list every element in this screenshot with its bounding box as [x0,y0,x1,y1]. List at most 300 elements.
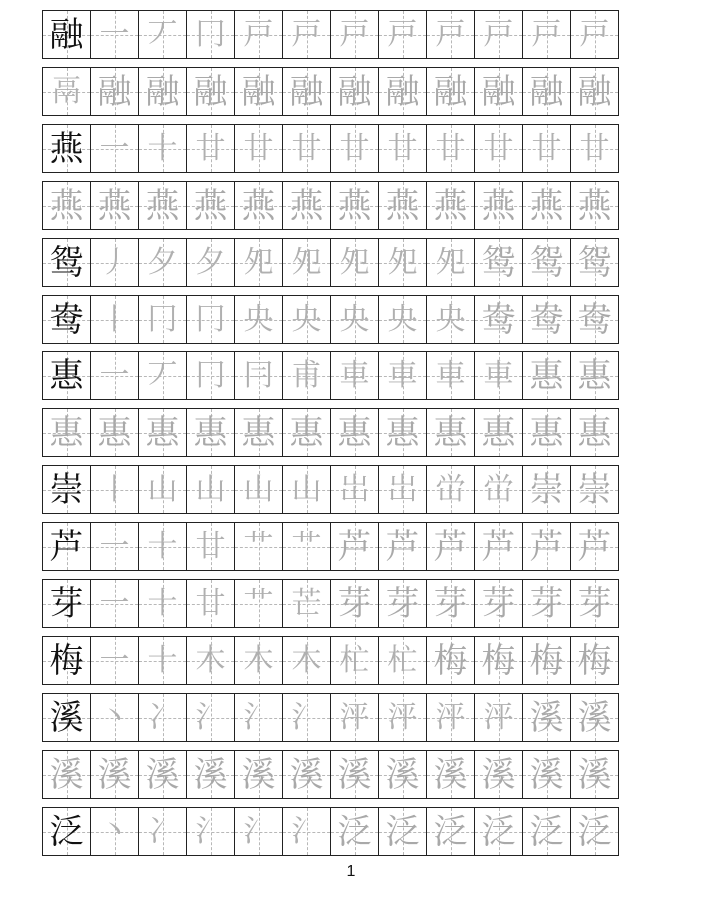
model-character-cell [42,750,91,799]
practice-cell [234,295,283,344]
model-character-cell [42,238,91,287]
practice-cell [378,124,427,173]
character-glyph: 燕 [49,185,84,226]
character-glyph: 溪 [193,754,228,795]
character-glyph: 車 [435,357,466,393]
character-glyph: 氵 [195,699,226,735]
practice-cell [234,408,283,457]
character-glyph: 溪 [241,754,276,795]
practice-cell [138,750,187,799]
character-glyph: 戸 [483,16,514,52]
practice-row [42,579,633,628]
character-glyph: 梅 [49,640,84,681]
character-glyph: 溪 [337,754,372,795]
character-glyph: 燕 [481,185,516,226]
practice-cell [378,351,427,400]
practice-cell [426,807,475,856]
character-glyph: 甫 [291,357,322,393]
character-glyph: 氵 [243,813,274,849]
character-glyph: 木 [195,642,226,678]
practice-cell [522,10,571,59]
practice-cell [378,67,427,116]
practice-cell [330,465,379,514]
character-glyph: 鸳 [577,242,612,283]
character-glyph: 氵 [195,813,226,849]
practice-cell [138,351,187,400]
character-glyph: 惠 [481,412,516,453]
practice-cell [426,579,475,628]
character-glyph: 融 [145,71,180,112]
character-glyph: 融 [289,71,324,112]
character-glyph: 戸 [531,16,562,52]
character-glyph: 廿 [195,528,226,564]
practice-cell [282,181,331,230]
practice-cell [186,465,235,514]
practice-cell [90,750,139,799]
practice-cell [330,295,379,344]
character-glyph: 戸 [291,16,322,52]
practice-cell [330,750,379,799]
character-glyph: 燕 [289,185,324,226]
character-glyph: 氵 [243,699,274,735]
practice-cell [90,693,139,742]
practice-cell [90,124,139,173]
practice-cell [570,579,619,628]
character-glyph: 崇 [49,469,84,510]
practice-cell [378,238,427,287]
character-glyph: 融 [481,71,516,112]
practice-cell [522,465,571,514]
practice-cell [426,124,475,173]
practice-cell [282,67,331,116]
character-glyph: 芽 [337,583,372,624]
practice-cell [330,124,379,173]
character-glyph: 燕 [577,185,612,226]
practice-cell [522,408,571,457]
character-glyph: 燕 [433,185,468,226]
practice-cell [138,124,187,173]
character-glyph: 冂 [147,301,178,337]
character-glyph: 廿 [387,130,418,166]
practice-cell [474,465,523,514]
character-glyph: 夗 [339,244,370,280]
character-glyph: 冂 [195,16,226,52]
model-character-cell [42,522,91,571]
practice-cell [330,636,379,685]
practice-cell [426,750,475,799]
practice-cell [522,295,571,344]
character-glyph: 鸳 [481,242,516,283]
practice-cell [474,579,523,628]
practice-cell [186,238,235,287]
character-glyph: 夕 [195,244,226,280]
practice-cell [234,181,283,230]
practice-cell [474,181,523,230]
practice-cell [282,351,331,400]
character-glyph: 冂 [195,301,226,337]
character-glyph: 杧 [339,642,370,678]
character-glyph: 岀 [387,471,418,507]
character-glyph: 芦 [337,526,372,567]
practice-cell [474,807,523,856]
practice-cell [234,579,283,628]
character-glyph: 芦 [433,526,468,567]
practice-row [42,408,633,457]
practice-row [42,67,633,116]
practice-cell [234,124,283,173]
model-character-cell [42,807,91,856]
model-character-cell [42,351,91,400]
character-glyph: 惠 [433,412,468,453]
character-glyph: 融 [241,71,276,112]
character-glyph: 木 [243,642,274,678]
character-glyph: 丶 [99,699,130,735]
practice-cell [282,295,331,344]
model-character-cell [42,465,91,514]
character-glyph: 廿 [195,130,226,166]
practice-cell [570,351,619,400]
character-glyph: 山 [195,471,226,507]
practice-cell [378,636,427,685]
practice-cell [186,636,235,685]
practice-cell [138,295,187,344]
character-glyph: 芒 [291,585,322,621]
practice-cell [378,579,427,628]
practice-cell [522,522,571,571]
practice-cell [378,295,427,344]
character-glyph: 燕 [337,185,372,226]
model-character-cell [42,579,91,628]
character-glyph: 融 [337,71,372,112]
practice-cell [426,181,475,230]
practice-cell [330,238,379,287]
character-glyph: 戸 [579,16,610,52]
character-glyph: 廿 [243,130,274,166]
character-glyph: 戸 [339,16,370,52]
practice-cell [570,408,619,457]
character-glyph: 山 [243,471,274,507]
character-glyph: 溪 [49,754,84,795]
character-glyph: 芦 [577,526,612,567]
character-glyph: 惠 [241,412,276,453]
practice-cell [138,408,187,457]
character-glyph: 芦 [529,526,564,567]
practice-cell [282,238,331,287]
character-glyph: 氵 [291,699,322,735]
practice-cell [570,807,619,856]
character-glyph: 惠 [385,412,420,453]
character-glyph: 夗 [387,244,418,280]
practice-cell [138,807,187,856]
character-glyph: 廿 [483,130,514,166]
character-glyph: 惠 [289,412,324,453]
practice-cell [90,67,139,116]
practice-cell [234,522,283,571]
practice-cell [474,408,523,457]
practice-cell [522,807,571,856]
character-glyph: 惠 [577,355,612,396]
character-glyph: 梅 [577,640,612,681]
practice-cell [474,67,523,116]
character-glyph: 燕 [241,185,276,226]
practice-cell [138,181,187,230]
character-glyph: 戸 [243,16,274,52]
practice-cell [474,124,523,173]
practice-cell [282,465,331,514]
practice-cell [138,636,187,685]
character-glyph: 惠 [529,412,564,453]
practice-cell [90,465,139,514]
practice-cell [186,124,235,173]
practice-cell [474,693,523,742]
character-glyph: 十 [147,642,178,678]
character-glyph: 山 [147,471,178,507]
practice-cell [330,351,379,400]
model-character-cell [42,181,91,230]
practice-cell [378,10,427,59]
character-glyph: 燕 [97,185,132,226]
practice-cell [282,10,331,59]
character-glyph: 十 [147,528,178,564]
practice-cell [570,750,619,799]
practice-cell [570,522,619,571]
practice-cell [426,636,475,685]
character-glyph: 芽 [385,583,420,624]
practice-cell [90,295,139,344]
model-character-cell [42,10,91,59]
character-glyph: 杧 [387,642,418,678]
practice-cell [282,408,331,457]
practice-cell [90,408,139,457]
practice-cell [378,408,427,457]
character-glyph: 融 [577,71,612,112]
character-glyph: 鸯 [577,299,612,340]
character-glyph: 溪 [289,754,324,795]
practice-cell [426,408,475,457]
practice-row [42,465,633,514]
practice-cell [330,181,379,230]
page-number: 1 [346,863,356,880]
practice-cell [426,351,475,400]
character-glyph: 溪 [97,754,132,795]
practice-cell [234,807,283,856]
character-glyph: 泙 [339,699,370,735]
practice-cell [186,10,235,59]
practice-cell [330,10,379,59]
practice-cell [474,636,523,685]
character-glyph: 一 [99,357,130,393]
character-glyph: 冫 [147,699,178,735]
practice-cell [426,67,475,116]
practice-row [42,181,633,230]
practice-cell [282,124,331,173]
practice-cell [570,295,619,344]
character-glyph: 溪 [49,697,84,738]
character-glyph: 峃 [483,471,514,507]
practice-cell [330,693,379,742]
character-glyph: 溪 [481,754,516,795]
character-glyph: 峃 [435,471,466,507]
practice-cell [378,750,427,799]
practice-cell [474,351,523,400]
character-glyph: 艹 [243,528,274,564]
character-glyph: 溪 [529,697,564,738]
character-glyph: 燕 [193,185,228,226]
character-glyph: 芦 [481,526,516,567]
character-glyph: 戸 [435,16,466,52]
character-glyph: 央 [435,301,466,337]
character-glyph: 燕 [385,185,420,226]
practice-cell [522,693,571,742]
character-glyph: 車 [339,357,370,393]
practice-row [42,351,633,400]
character-glyph: 泛 [529,811,564,852]
practice-cell [186,181,235,230]
character-glyph: 崇 [529,469,564,510]
character-glyph: 芽 [49,583,84,624]
character-glyph: 岀 [339,471,370,507]
practice-cell [282,693,331,742]
model-character-cell [42,124,91,173]
practice-cell [570,67,619,116]
model-character-cell [42,295,91,344]
practice-cell [138,465,187,514]
character-glyph: 泛 [49,811,84,852]
practice-cell [138,522,187,571]
character-glyph: 十 [147,585,178,621]
character-glyph: 冃 [243,357,274,393]
character-glyph: 泙 [387,699,418,735]
character-glyph: 艹 [291,528,322,564]
practice-cell [90,579,139,628]
practice-cell [522,238,571,287]
character-glyph: 鸳 [49,242,84,283]
practice-row [42,636,633,685]
model-character-cell [42,408,91,457]
practice-cell [234,636,283,685]
practice-cell [522,351,571,400]
character-glyph: 溪 [577,697,612,738]
character-glyph: 融 [385,71,420,112]
character-glyph: 夗 [435,244,466,280]
character-glyph: 泙 [483,699,514,735]
practice-cell [570,636,619,685]
practice-cell [186,807,235,856]
practice-cell [234,238,283,287]
practice-cell [234,750,283,799]
character-glyph: 車 [387,357,418,393]
character-glyph: 艹 [243,585,274,621]
character-glyph: 鸯 [481,299,516,340]
practice-cell [570,238,619,287]
practice-cell [186,522,235,571]
practice-cell [426,295,475,344]
character-glyph: 惠 [577,412,612,453]
character-glyph: 惠 [49,412,84,453]
practice-cell [426,10,475,59]
character-glyph: 廿 [339,130,370,166]
character-glyph: 融 [49,14,84,55]
character-glyph: 惠 [337,412,372,453]
practice-cell [522,124,571,173]
character-glyph: 夕 [147,244,178,280]
character-glyph: 氵 [291,813,322,849]
practice-cell [186,750,235,799]
character-glyph: 芽 [433,583,468,624]
practice-cell [234,10,283,59]
character-glyph: 一 [99,16,130,52]
character-glyph: 一 [99,585,130,621]
practice-cell [186,693,235,742]
character-glyph: 戸 [387,16,418,52]
practice-cell [90,636,139,685]
character-glyph: 燕 [145,185,180,226]
practice-cell [378,465,427,514]
practice-cell [474,750,523,799]
practice-cell [138,693,187,742]
character-glyph: 溪 [385,754,420,795]
practice-row [42,522,633,571]
practice-cell [330,67,379,116]
practice-cell [234,693,283,742]
character-glyph: 廿 [531,130,562,166]
character-glyph: 泙 [435,699,466,735]
character-glyph: 泛 [385,811,420,852]
character-glyph: 丶 [99,813,130,849]
character-glyph: 央 [339,301,370,337]
practice-cell [426,693,475,742]
practice-cell [90,522,139,571]
character-glyph: 泛 [577,811,612,852]
character-glyph: 泛 [337,811,372,852]
character-glyph: 央 [243,301,274,337]
character-glyph: 冫 [147,813,178,849]
character-glyph: 梅 [529,640,564,681]
practice-cell [138,579,187,628]
practice-cell [282,807,331,856]
character-glyph: 鸳 [529,242,564,283]
character-glyph: 十 [147,130,178,166]
practice-cell [186,408,235,457]
practice-cell [378,181,427,230]
practice-cell [282,636,331,685]
practice-cell [474,238,523,287]
practice-cell [330,408,379,457]
practice-cell [570,465,619,514]
practice-cell [426,465,475,514]
practice-cell [378,807,427,856]
practice-cell [426,238,475,287]
character-glyph: 燕 [49,128,84,169]
practice-cell [186,67,235,116]
practice-cell [90,238,139,287]
practice-cell [570,10,619,59]
practice-cell [282,579,331,628]
character-glyph: 溪 [577,754,612,795]
character-glyph: 芦 [385,526,420,567]
practice-cell [474,522,523,571]
character-glyph: 丿 [99,244,130,280]
character-glyph: 芽 [481,583,516,624]
practice-row [42,124,633,173]
character-glyph: 央 [387,301,418,337]
character-glyph: 融 [433,71,468,112]
practice-cell [138,67,187,116]
practice-cell [474,295,523,344]
practice-cell [234,67,283,116]
character-glyph: 冂 [195,357,226,393]
practice-cell [570,693,619,742]
